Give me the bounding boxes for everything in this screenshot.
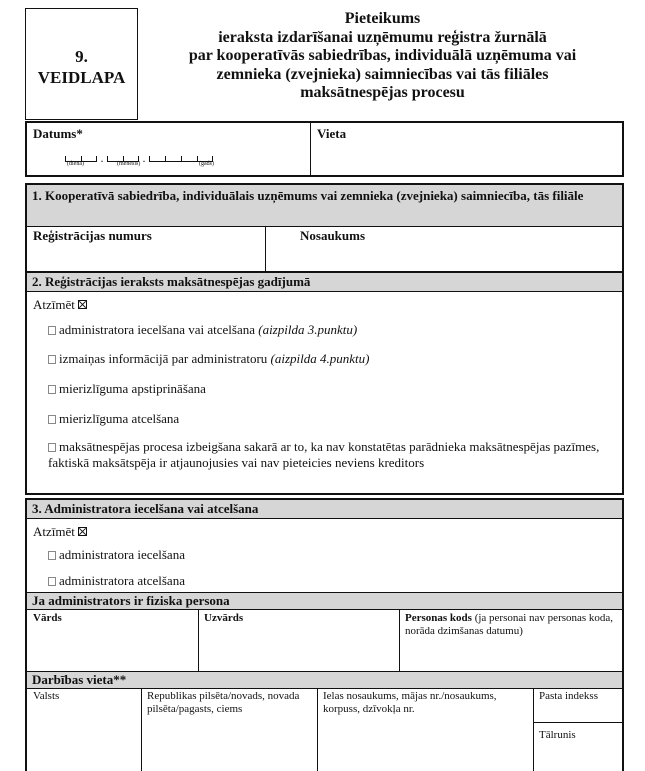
option-settlement-cancel[interactable]: mierizlīguma atcelšana: [48, 411, 179, 427]
option-admin-appoint-dismiss[interactable]: administratora iecelšana vai atcelšana (aizpilda 3.punktu): [48, 322, 357, 338]
place-label: Vieta: [317, 126, 347, 141]
option-admin-appoint[interactable]: administratora iecelšana: [48, 547, 185, 563]
place-of-activity-title: Darbības vieta**: [27, 672, 622, 688]
date-label: Datums*: [33, 126, 83, 141]
mark-label: Atzīmēt: [33, 524, 75, 539]
form-number: 9.: [75, 47, 88, 66]
checkbox-icon[interactable]: [48, 443, 56, 452]
option-admin-info-change[interactable]: izmaiņas informācijā par administratoru (aizpilda 4.punktu): [48, 351, 369, 367]
month-hint: (mēnesis): [117, 161, 141, 167]
natural-person-title: Ja administrators ir fiziska persona: [27, 593, 622, 609]
form-title: [140, 10, 625, 103]
title-line-1: Pieteikums: [344, 10, 421, 27]
checkbox-icon[interactable]: [48, 326, 56, 335]
section-3: [25, 498, 624, 771]
option-admin-dismiss[interactable]: administratora atcelšana: [48, 573, 185, 589]
country-label: Valsts: [33, 690, 60, 702]
checkbox-icon[interactable]: [48, 577, 56, 586]
title-line-2: ieraksta izdarīšanai uzņēmumu reģistra žurnālā: [218, 28, 547, 46]
phone-label: Tālrunis: [539, 729, 576, 741]
date-place-section: [25, 121, 624, 177]
mark-label: Atzīmēt: [33, 297, 75, 312]
section-1-2: [25, 183, 624, 495]
title-line-4: zemnieka (zvejnieka) saimniecības vai tās filiāles: [216, 65, 549, 83]
checkbox-icon[interactable]: [48, 355, 56, 364]
checkbox-icon[interactable]: [48, 385, 56, 394]
section-3-title: 3. Administratora iecelšana vai atcelšana: [27, 500, 622, 518]
personal-code-label: Personas kods (ja personai nav personas koda, norāda dzimšanas datumu): [405, 612, 614, 637]
first-name-label: Vārds: [33, 612, 62, 624]
street-label: Ielas nosaukums, mājas nr./nosaukums, korpuss, dzīvokļa nr.: [323, 690, 497, 715]
checkbox-icon[interactable]: [48, 415, 56, 424]
checked-box-icon: [78, 527, 87, 536]
day-hint: (diena): [67, 161, 84, 167]
postal-code-label: Pasta indekss: [539, 690, 598, 702]
name-label: Nosaukums: [300, 228, 366, 243]
title-line-5: maksātnespējas procesu: [300, 84, 465, 102]
municipality-label: Republikas pilsēta/novads, novada pilsēta/pagasts, ciems: [147, 690, 300, 715]
option-settlement-approval[interactable]: mierizlīguma apstiprināšana: [48, 381, 206, 397]
checkbox-icon[interactable]: [48, 551, 56, 560]
section-2-mark: [33, 297, 87, 313]
title-line-3: par kooperatīvās sabiedrības, individuālā uzņēmuma vai: [188, 47, 577, 65]
last-name-label: Uzvārds: [204, 612, 244, 624]
form-label: VEIDLAPA: [37, 68, 126, 87]
year-hint: (gads): [199, 161, 214, 167]
reg-number-label: Reģistrācijas numurs: [33, 228, 152, 243]
section-3-mark: [33, 524, 87, 540]
section-1-title: 1. Kooperatīvā sabiedrība, individuālais uzņēmums vai zemnieka (zvejnieka) saimniecība, tās filiāle: [27, 185, 622, 227]
checked-box-icon: [78, 300, 87, 309]
option-process-termination[interactable]: maksātnespējas procesa izbeigšana sakarā ar to, ka nav konstatētas parādnieka maksātnespējas pazīmes, faktiskā maksātspēja ir atjaunojusies vai nav pieteicies neviens kreditors: [48, 439, 600, 470]
date-input[interactable]: . .: [65, 151, 213, 166]
section-2-title: 2. Reģistrācijas ieraksts maksātnespējas gadījumā: [27, 273, 622, 291]
form-number-box: [25, 8, 138, 120]
